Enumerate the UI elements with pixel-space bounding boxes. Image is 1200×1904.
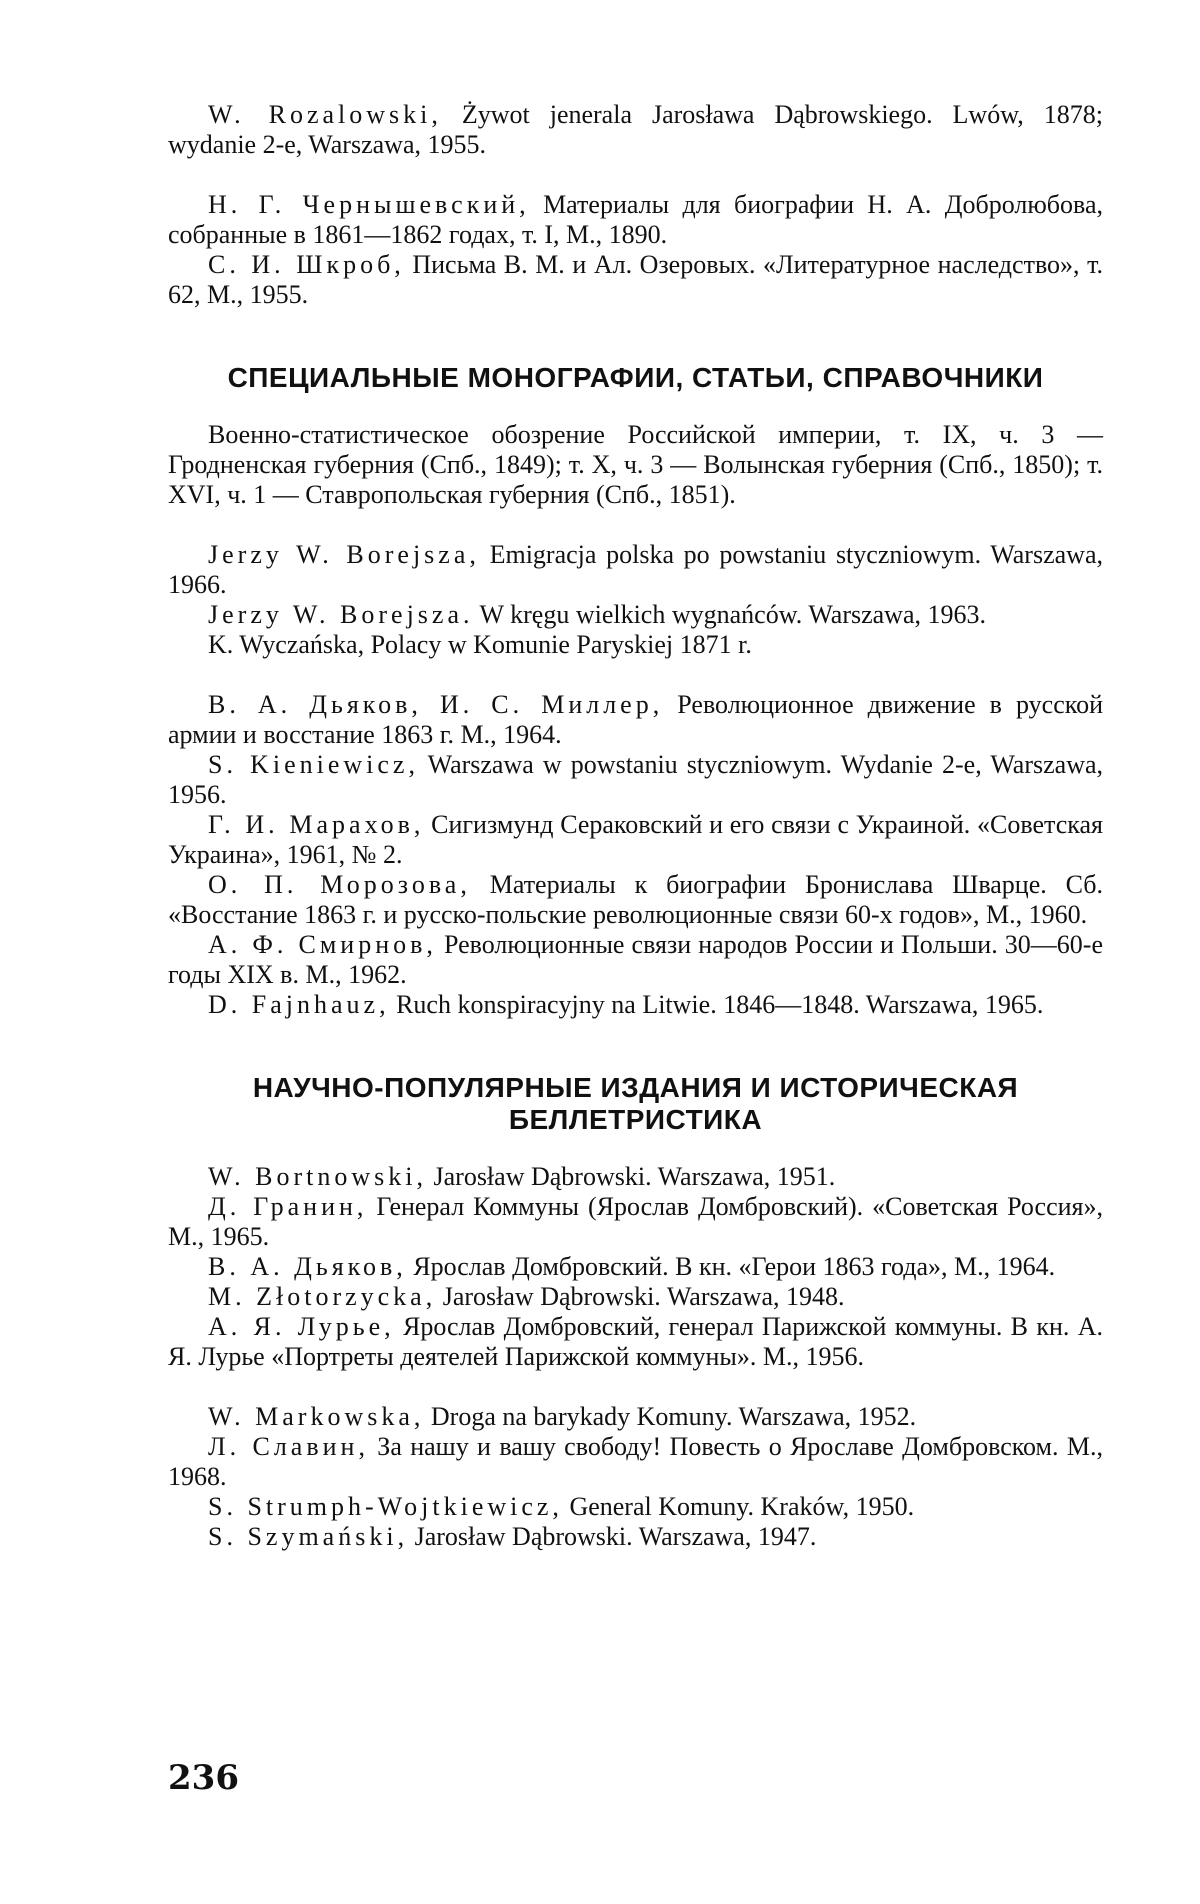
entry-author: Г. И. Марахов, bbox=[208, 810, 425, 839]
bibliography-entry bbox=[168, 810, 1103, 870]
entry-author: А. Я. Лурье, bbox=[208, 1312, 395, 1341]
section-heading: НАУЧНО-ПОПУЛЯРНЫЕ ИЗДАНИЯ И ИСТОРИЧЕСКАЯ БЕЛЛЕТРИСТИКА bbox=[252, 1072, 1019, 1135]
entry-text: Jarosław Dąbrowski. Warszawa, 1947. bbox=[408, 1522, 817, 1551]
bibliography-entry bbox=[168, 1432, 1103, 1492]
entry-text: Ruch konspiracyjny na Litwie. 1846—1848. Warszawa, 1965. bbox=[389, 990, 1044, 1019]
bibliography-entry bbox=[168, 1522, 1103, 1552]
entry-author: Л. Славин, bbox=[208, 1432, 369, 1461]
section-heading: СПЕЦИАЛЬНЫЕ МОНОГРАФИИ, СТАТЬИ, СПРАВОЧНИКИ bbox=[227, 362, 1044, 393]
entry-author: S. Kieniewicz, bbox=[208, 750, 419, 779]
entry-text: Сигизмунд Сераковский и его связи с Украиной. «Советская Украина», 1961, № 2. bbox=[168, 810, 1103, 869]
entry-text: Письма В. М. и Ал. Озеровых. «Литературное наследство», т. 62, М., 1955. bbox=[168, 250, 1103, 309]
entry-author: M. Złotorzycka, bbox=[208, 1282, 437, 1311]
entry-author: W. Markowska, bbox=[208, 1402, 425, 1431]
entry-author: W. Rozalowski, bbox=[208, 100, 442, 129]
entry-text: Генерал Коммуны (Ярослав Домбровский). «Советская Россия», М., 1965. bbox=[168, 1192, 1103, 1251]
entry-text: Jarosław Dąbrowski. Warszawa, 1948. bbox=[436, 1282, 845, 1311]
spacer bbox=[168, 1020, 1103, 1072]
bibliography-entry bbox=[168, 930, 1103, 990]
entry-text: Революционные связи народов России и Польши. 30—60-е годы XIX в. М., 1962. bbox=[168, 930, 1104, 989]
bibliography-entry bbox=[168, 1282, 1103, 1312]
bibliography-entry bbox=[168, 1312, 1103, 1372]
entry-author: В. А. Дьяков, bbox=[208, 1252, 407, 1281]
entry-text: K. Wyczańska, Polacy w Komunie Paryskiej 1871 r. bbox=[208, 630, 752, 659]
entry-author: Jerzy W. Borejsza, bbox=[208, 540, 480, 569]
bibliography-entry bbox=[168, 100, 1103, 160]
entry-text: Революционное движение в русской армии и восстание 1863 г. М., 1964. bbox=[168, 690, 1103, 749]
bibliography-entry bbox=[168, 630, 1103, 660]
entry-author: Н. Г. Чернышевский, bbox=[208, 190, 530, 219]
bibliography-entry bbox=[168, 1402, 1103, 1432]
entry-author: S. Szymański, bbox=[208, 1522, 409, 1551]
entry-author: А. Ф. Смирнов, bbox=[208, 930, 437, 959]
bibliography-entry bbox=[168, 1252, 1103, 1282]
bibliography-entry bbox=[168, 990, 1103, 1020]
bibliography-entry bbox=[168, 190, 1103, 250]
spacer bbox=[168, 1372, 1103, 1402]
entry-text: General Komuny. Kraków, 1950. bbox=[562, 1492, 915, 1521]
bibliography-entry bbox=[168, 1492, 1103, 1522]
bibliography-entry bbox=[168, 250, 1103, 310]
bibliography-page bbox=[168, 100, 1103, 1552]
entry-text: Материалы для биографии Н. А. Добролюбова, собранные в 1861—1862 годах, т. I, М., 1890. bbox=[168, 190, 1103, 249]
entry-author: О. П. Морозова, bbox=[208, 870, 471, 899]
spacer bbox=[168, 510, 1103, 540]
entry-text: Warszawa w powstaniu styczniowym. Wydanie 2-e, Warszawa, 1956. bbox=[168, 750, 1104, 809]
entry-text: Jarosław Dąbrowski. Warszawa, 1951. bbox=[427, 1162, 836, 1191]
entry-text: W kręgu wielkich wygnańców. Warszawa, 1963. bbox=[473, 600, 986, 629]
entry-author: D. Fajnhauz, bbox=[208, 990, 390, 1019]
bibliography-entry bbox=[168, 540, 1103, 600]
bibliography-entry bbox=[168, 1192, 1103, 1252]
entry-author: W. Bortnowski, bbox=[208, 1162, 427, 1191]
entry-text: Материалы к биографии Бронислава Шварце. Сб. «Восстание 1863 г. и русско-польские революционные связи 60-х годов», М., 1960. bbox=[168, 870, 1103, 929]
entry-author: Jerzy W. Borejsza. bbox=[208, 600, 474, 629]
bibliography-entry bbox=[168, 1162, 1103, 1192]
entry-author: S. Strumph-Wojtkiewicz, bbox=[208, 1492, 563, 1521]
entry-text: Ярослав Домбровский, генерал Парижской коммуны. В кн. А. Я. Лурье «Портреты деятелей Парижской коммуны». М., 1956. bbox=[168, 1312, 1103, 1371]
entry-text: За нашу и вашу свободу! Повесть о Ярославе Домбровском. М., 1968. bbox=[168, 1432, 1103, 1491]
entry-text: Droga na barykady Komuny. Warszawa, 1952. bbox=[424, 1402, 917, 1431]
bibliography-entry bbox=[168, 870, 1103, 930]
spacer bbox=[168, 660, 1103, 690]
bibliography-entry bbox=[168, 600, 1103, 630]
page-number: 236 bbox=[168, 1758, 239, 1798]
entry-author: В. А. Дьяков, И. С. Миллер, bbox=[208, 690, 664, 719]
bibliography-entry bbox=[168, 690, 1103, 750]
spacer bbox=[168, 310, 1103, 362]
entry-author: Д. Гранин, bbox=[208, 1192, 368, 1221]
entry-text: Emigracja polska po powstaniu styczniowym. Warszawa, 1966. bbox=[168, 540, 1103, 599]
entry-text: Żywot jenerala Jarosława Dąbrowskiego. Lwów, 1878; wydanie 2-e, Warszawa, 1955. bbox=[168, 100, 1103, 159]
bibliography-entry bbox=[168, 750, 1103, 810]
entry-author: С. И. Шкроб, bbox=[208, 250, 405, 279]
entry-text: Ярослав Домбровский. В кн. «Герои 1863 года», М., 1964. bbox=[406, 1252, 1056, 1281]
bibliography-entry: Военно-статистическое обозрение Российской империи, т. IX, ч. 3 — Гродненская губерния (Спб., 1849); т. X, ч. 3 — Волынская губерния (Спб., 1850); т. XVI, ч. 1 — Ставропольская губерния (Спб., 1851). bbox=[168, 420, 1103, 509]
spacer bbox=[168, 160, 1103, 190]
